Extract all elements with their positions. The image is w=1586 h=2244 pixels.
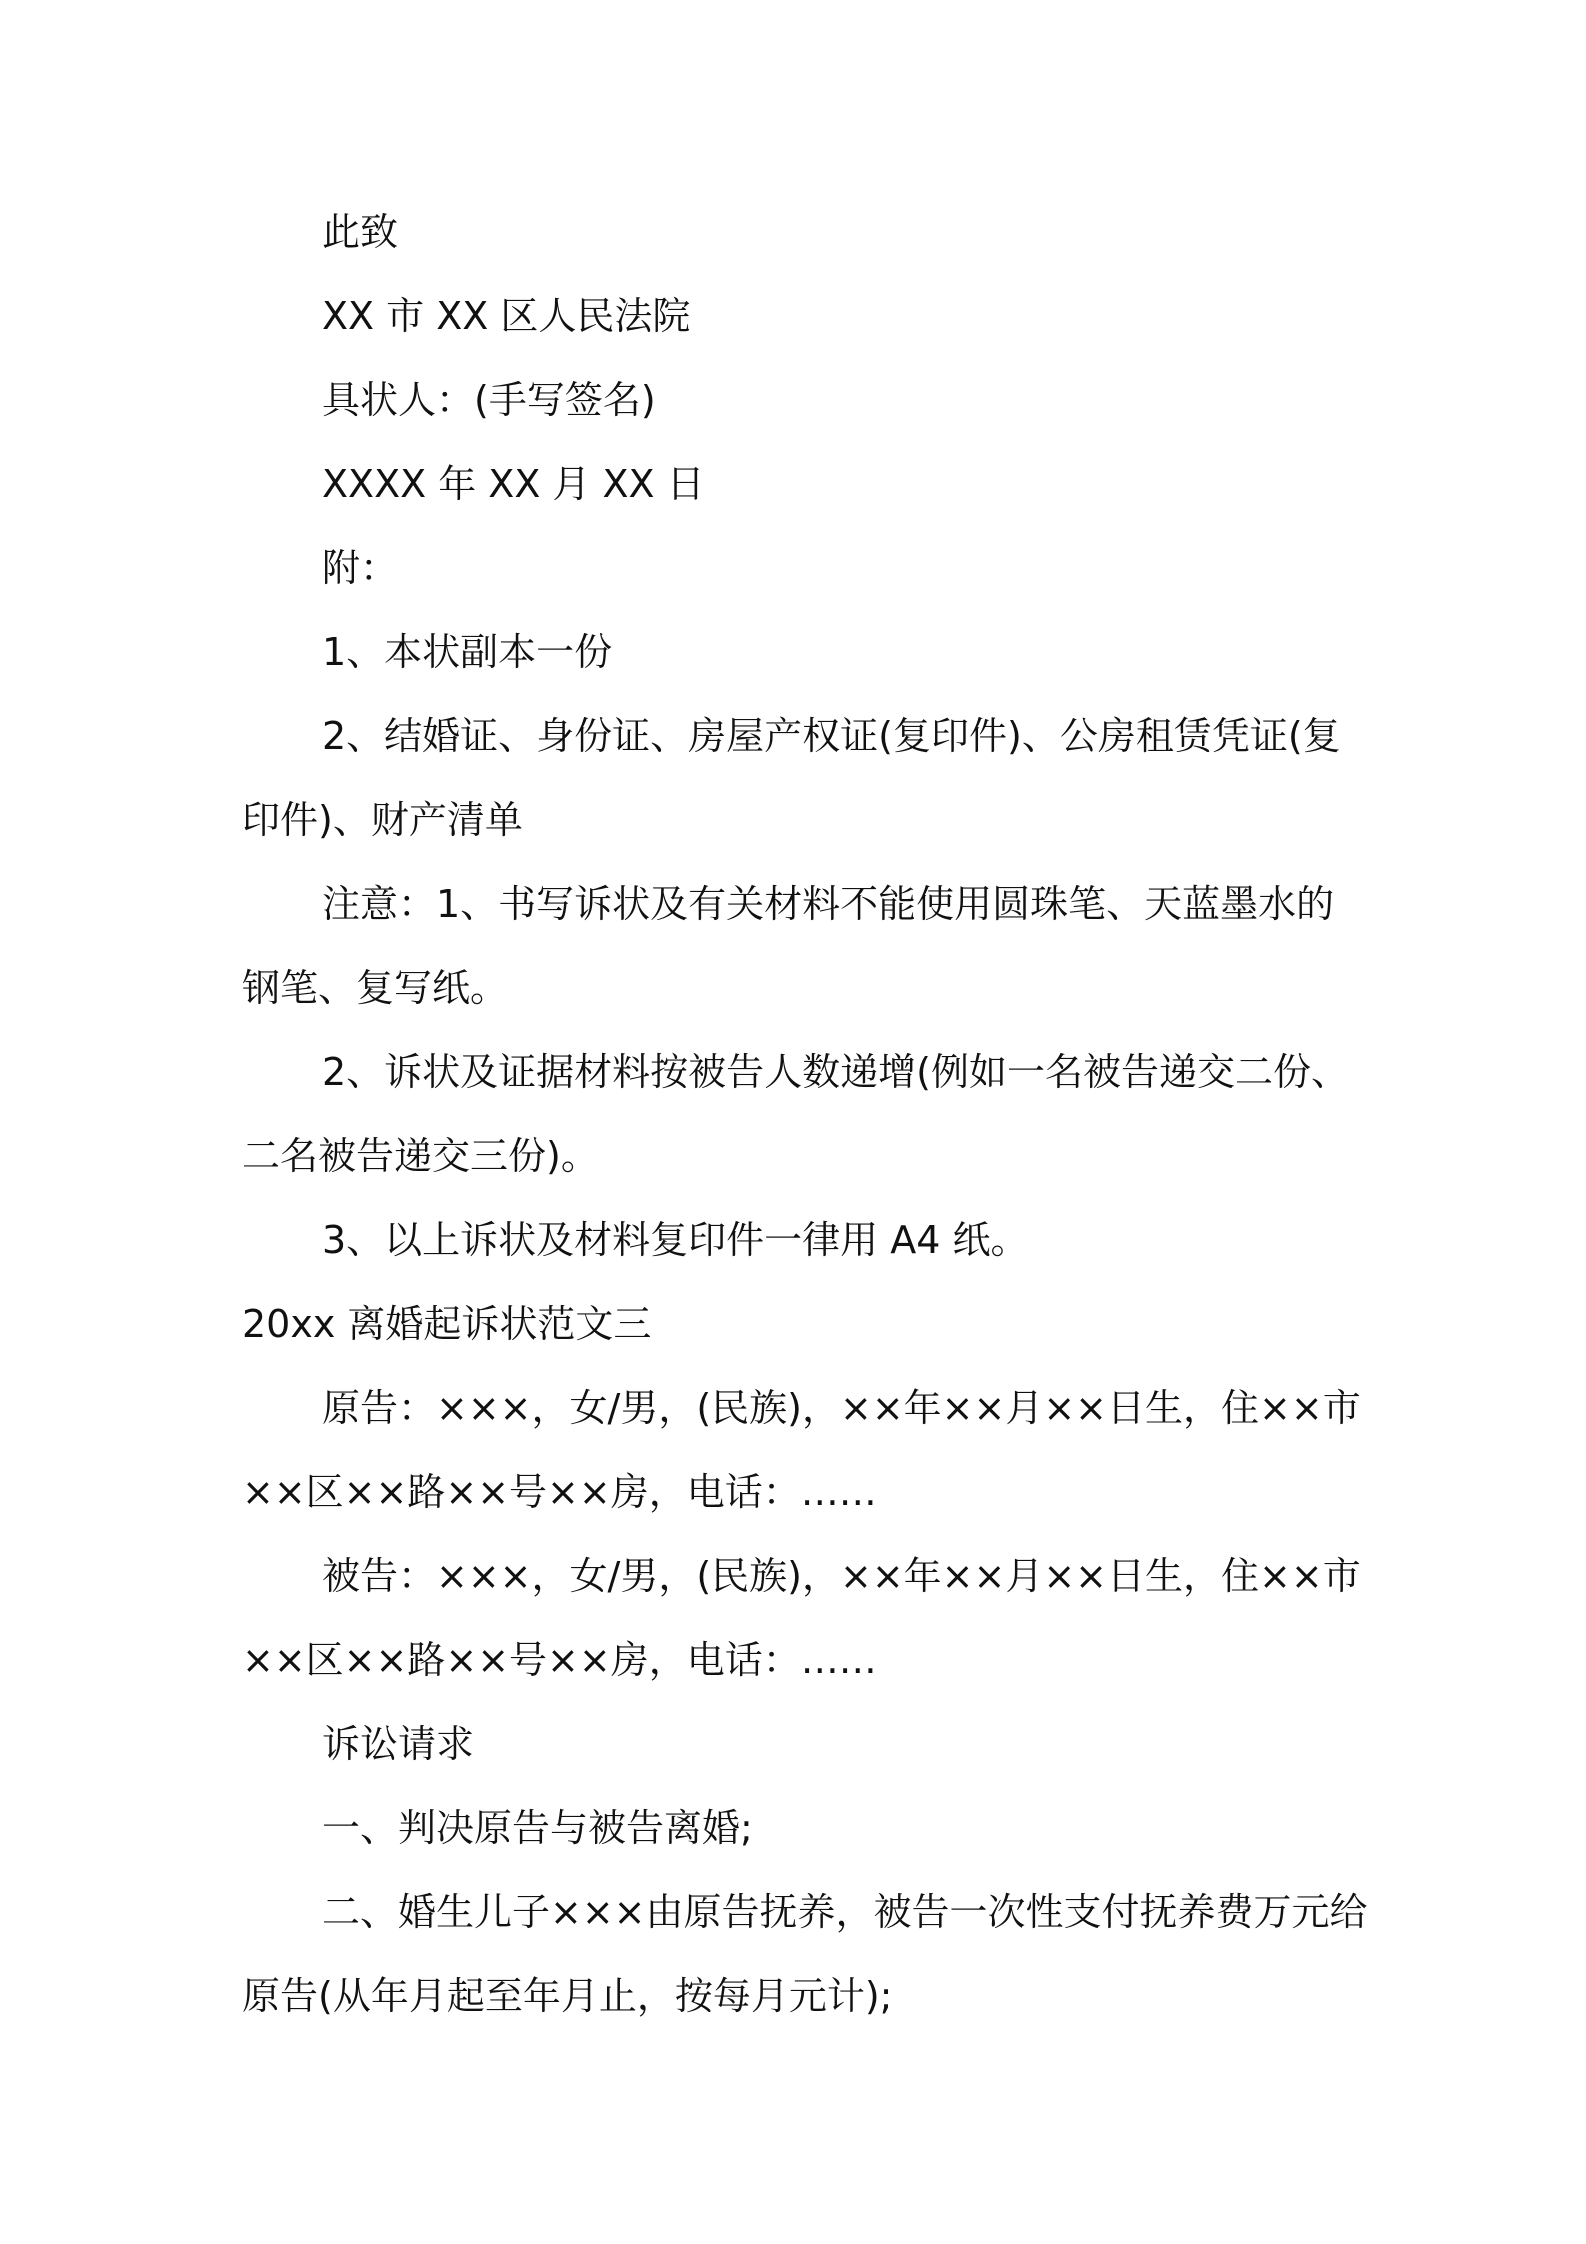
attachment-item-1: 1、本状副本一份 bbox=[322, 630, 613, 674]
note-item-2: 2、诉状及证据材料按被告人数递增(例如一名被告递交二份、二名被告递交三份)。 bbox=[242, 1050, 1350, 1178]
claim-item-1: 一、判决原告与被告离婚; bbox=[322, 1806, 753, 1850]
claims-heading: 诉讼请求 bbox=[322, 1722, 475, 1766]
court-name: XX 市 XX 区人民法院 bbox=[322, 294, 691, 338]
date-line: XXXX 年 XX 月 XX 日 bbox=[322, 462, 705, 506]
note-item-1: 注意：1、书写诉状及有关材料不能使用圆珠笔、天蓝墨水的钢笔、复写纸。 bbox=[242, 882, 1335, 1010]
attachment-item-2: 2、结婚证、身份证、房屋产权证(复印件)、公房租赁凭证(复印件)、财产清单 bbox=[242, 714, 1341, 842]
defendant-info: 被告：×××，女/男，(民族)，××年××月××日生，住××市××区××路××号××房，电话：…… bbox=[242, 1554, 1361, 1682]
salutation: 此致 bbox=[322, 210, 399, 254]
attachments-heading: 附： bbox=[322, 546, 399, 590]
note-item-3: 3、以上诉状及材料复印件一律用 A4 纸。 bbox=[322, 1218, 1029, 1262]
section-title: 20xx 离婚起诉状范文三 bbox=[242, 1302, 652, 1346]
document-body bbox=[242, 190, 1372, 2038]
signer-line: 具状人：(手写签名) bbox=[322, 378, 656, 422]
claim-item-2: 二、婚生儿子×××由原告抚养，被告一次性支付抚养费万元给原告(从年月起至年月止，按每月元计); bbox=[242, 1890, 1368, 2018]
plaintiff-info: 原告：×××，女/男，(民族)，××年××月××日生，住××市××区××路××号××房，电话：…… bbox=[242, 1386, 1361, 1514]
